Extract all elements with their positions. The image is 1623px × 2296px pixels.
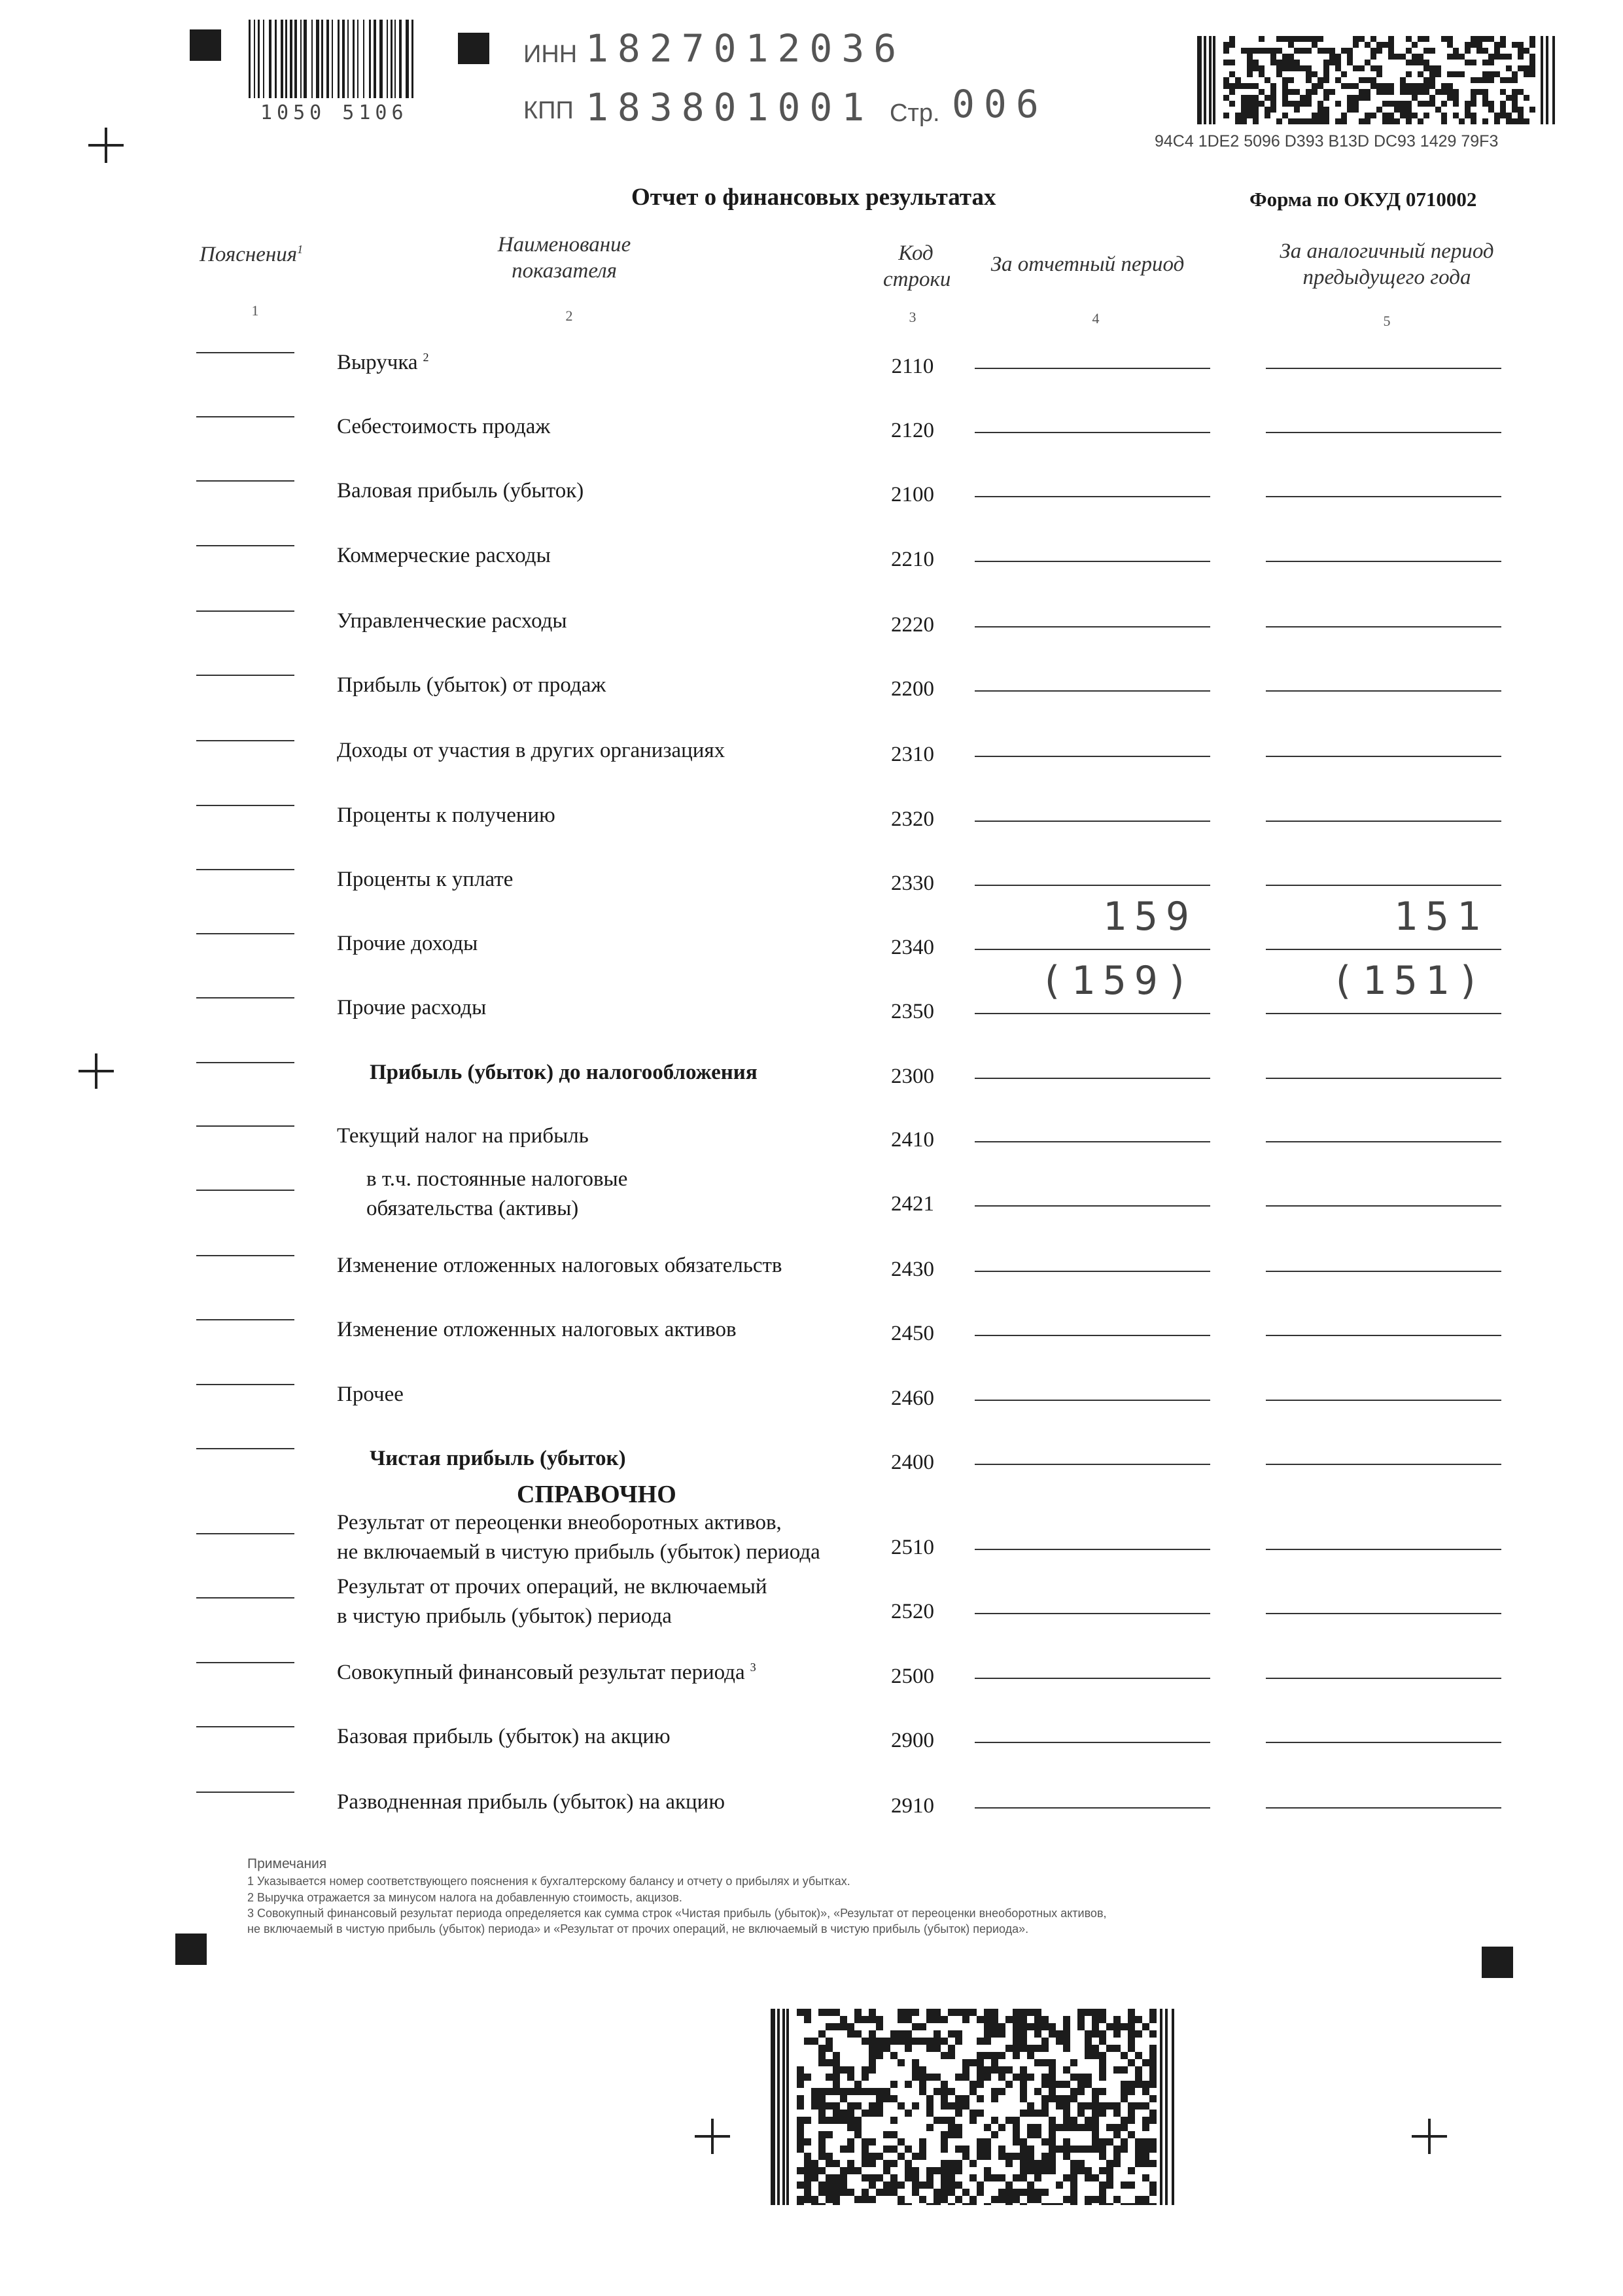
- inn-value: 1827012036: [585, 26, 906, 71]
- previous-period-field-line: [1266, 949, 1501, 950]
- col-number-5: 5: [1383, 313, 1391, 329]
- notes-cell-line: [196, 997, 294, 998]
- previous-period-field-line: [1266, 690, 1501, 692]
- row-name: [366, 1165, 627, 1223]
- current-period-field-line: [975, 368, 1210, 369]
- row-code: 2120: [891, 419, 934, 442]
- row-name: [337, 1722, 671, 1752]
- row-name: [337, 736, 725, 766]
- previous-period-field-line: [1266, 1742, 1501, 1743]
- pdf417-barcode-bottom: [771, 2009, 1176, 2205]
- row-name-text: Проценты к получению: [337, 804, 555, 827]
- form-code: Форма по ОКУД 0710002: [1249, 188, 1477, 211]
- col-number-1: 1: [251, 302, 259, 319]
- current-period-field-line: [975, 1742, 1210, 1743]
- row-name: [337, 929, 478, 959]
- previous-period-field-line: [1266, 1271, 1501, 1272]
- row-name-text: Коммерческие расходы: [337, 544, 551, 567]
- row-code: 2110: [891, 355, 934, 378]
- inn-label: ИНН: [523, 41, 578, 68]
- row-code: 2460: [891, 1386, 934, 1410]
- current-period-field-line: [975, 1271, 1210, 1272]
- col-number-3: 3: [909, 309, 916, 325]
- current-period-field-line: [975, 432, 1210, 433]
- row-name: [337, 348, 429, 378]
- footnote-1: 1 Указывается номер соответствующего пояснения к бухгалтерскому балансу и отчету о прибылях и убытках.: [247, 1875, 850, 1888]
- current-period-field-line: [975, 626, 1210, 627]
- previous-period-field-line: [1266, 1464, 1501, 1465]
- registration-cross-bottom-right: [1412, 2119, 1447, 2154]
- notes-cell-line: [196, 1662, 294, 1663]
- row-name: [370, 1444, 626, 1474]
- current-period-value: (159): [1039, 958, 1197, 1004]
- current-period-field-line: [975, 1549, 1210, 1550]
- previous-period-field-line: [1266, 1013, 1501, 1014]
- row-name-line2: в чистую прибыль (убыток) периода: [337, 1604, 672, 1628]
- notes-cell-line: [196, 1384, 294, 1385]
- notes-cell-line: [196, 1533, 294, 1534]
- row-name: [337, 1122, 589, 1151]
- alignment-mark-top-left: [190, 29, 221, 61]
- row-code: 2500: [891, 1665, 934, 1688]
- previous-period-field-line: [1266, 561, 1501, 562]
- notes-cell-line: [196, 352, 294, 353]
- previous-period-field-line: [1266, 1141, 1501, 1142]
- row-name-text: Разводненная прибыль (убыток) на акцию: [337, 1790, 725, 1814]
- row-name-text: Выручка: [337, 351, 418, 374]
- current-period-field-line: [975, 1464, 1210, 1465]
- reference-heading: СПРАВОЧНО: [517, 1481, 676, 1508]
- row-code: 2410: [891, 1128, 934, 1152]
- row-name-text: Изменение отложенных налоговых активов: [337, 1318, 737, 1341]
- current-period-field-line: [975, 561, 1210, 562]
- previous-period-field-line: [1266, 1613, 1501, 1614]
- row-name-text: Валовая прибыль (убыток): [337, 479, 584, 503]
- row-name-text: Прибыль (убыток) до налогообложения: [370, 1061, 758, 1084]
- row-name-text: Прибыль (убыток) от продаж: [337, 673, 606, 697]
- row-name: [337, 476, 584, 506]
- footnotes-heading: Примечания: [247, 1856, 327, 1871]
- previous-period-field-line: [1266, 1678, 1501, 1679]
- alignment-mark-top-center: [458, 33, 489, 64]
- current-period-field-line: [975, 949, 1210, 950]
- row-name: [337, 541, 551, 571]
- current-period-field-line: [975, 885, 1210, 886]
- row-code: 2300: [891, 1065, 934, 1088]
- row-code: 2900: [891, 1729, 934, 1752]
- registration-cross-middle-left: [79, 1053, 114, 1089]
- footnote-3b: не включаемый в чистую прибыль (убыток) периода» и «Результат от прочих операций, не включаемый в чистую прибыль (убыток) периода».: [247, 1922, 1029, 1936]
- previous-period-field-line: [1266, 885, 1501, 886]
- row-name-text: Себестоимость продаж: [337, 415, 551, 438]
- previous-period-value: (151): [1331, 958, 1488, 1004]
- row-code: 2340: [891, 936, 934, 959]
- row-name-text: Чистая прибыль (убыток): [370, 1447, 626, 1470]
- previous-period-field-line: [1266, 626, 1501, 627]
- row-code: 2430: [891, 1258, 934, 1281]
- current-period-field-line: [975, 1078, 1210, 1079]
- current-period-field-line: [975, 1807, 1210, 1809]
- pdf417-barcode-top: [1197, 36, 1557, 124]
- col-number-4: 4: [1092, 310, 1100, 327]
- current-period-field-line: [975, 821, 1210, 822]
- previous-period-field-line: [1266, 432, 1501, 433]
- row-code: 2421: [891, 1192, 934, 1216]
- previous-period-field-line: [1266, 756, 1501, 757]
- row-name-line1: Результат от переоценки внеоборотных активов,: [337, 1511, 782, 1534]
- current-period-field-line: [975, 1013, 1210, 1014]
- col-header-notes: Пояснения$^1$: [200, 243, 304, 266]
- row-name-text: Текущий налог на прибыль: [337, 1124, 589, 1148]
- col-header-code: Код строки: [883, 241, 951, 291]
- notes-cell-line: [196, 1062, 294, 1063]
- notes-cell-line: [196, 740, 294, 741]
- row-name-text: Управленческие расходы: [337, 609, 567, 633]
- row-code: 2210: [891, 548, 934, 571]
- current-period-field-line: [975, 1205, 1210, 1207]
- notes-cell-line: [196, 610, 294, 612]
- row-name-text: Прочие доходы: [337, 932, 478, 955]
- notes-cell-line: [196, 1319, 294, 1320]
- previous-period-field-line: [1266, 1549, 1501, 1550]
- row-code: 2330: [891, 872, 934, 895]
- row-name: [337, 801, 555, 830]
- row-code: 2100: [891, 483, 934, 506]
- current-period-field-line: [975, 756, 1210, 757]
- col-number-2: 2: [565, 308, 573, 324]
- row-name-line2: обязательства (активы): [366, 1196, 579, 1220]
- notes-cell-line: [196, 1190, 294, 1191]
- footnote-2: 2 Выручка отражается за минусом налога на добавленную стоимость, акцизов.: [247, 1890, 682, 1904]
- row-name: [337, 412, 550, 442]
- registration-cross-top-left: [88, 128, 124, 163]
- notes-cell-line: [196, 1255, 294, 1256]
- previous-period-field-line: [1266, 368, 1501, 369]
- row-name: [337, 1658, 756, 1687]
- alignment-mark-bottom-right: [1482, 1947, 1513, 1978]
- notes-cell-line: [196, 1597, 294, 1598]
- footnote-3a: 3 Совокупный финансовый результат периода определяется как сумма строк «Чистая прибыль (убыток)», «Результат от переоценки внеоборотных активов,: [247, 1906, 1107, 1920]
- row-code: 2220: [891, 613, 934, 637]
- row-code: 2450: [891, 1322, 934, 1345]
- current-period-field-line: [975, 496, 1210, 497]
- row-code: 2910: [891, 1794, 934, 1818]
- current-period-field-line: [975, 1678, 1210, 1679]
- row-name: [337, 1788, 725, 1817]
- kpp-value: 183801001: [585, 85, 874, 130]
- row-code: 2200: [891, 677, 934, 701]
- footnotes: [247, 1855, 1425, 1937]
- row-code: 2400: [891, 1451, 934, 1474]
- row-name: [337, 671, 606, 700]
- previous-period-field-line: [1266, 496, 1501, 497]
- current-period-field-line: [975, 1400, 1210, 1401]
- previous-period-field-line: [1266, 1078, 1501, 1079]
- row-name: [337, 1572, 767, 1631]
- current-period-field-line: [975, 690, 1210, 692]
- notes-cell-line: [196, 805, 294, 806]
- notes-cell-line: [196, 1448, 294, 1449]
- row-name: [370, 1058, 758, 1087]
- previous-period-field-line: [1266, 1205, 1501, 1207]
- row-name-line1: Результат от прочих операций, не включаемый: [337, 1575, 767, 1598]
- row-name: [337, 865, 513, 894]
- previous-period-field-line: [1266, 1335, 1501, 1336]
- col-header-previous: За аналогичный период предыдущего года: [1280, 239, 1494, 289]
- registration-cross-bottom-center: [695, 2119, 730, 2154]
- previous-period-field-line: [1266, 1400, 1501, 1401]
- row-code: 2310: [891, 743, 934, 766]
- barcode-number: 1050 5106: [260, 101, 408, 124]
- page-value: 006: [952, 82, 1048, 126]
- previous-period-field-line: [1266, 821, 1501, 822]
- kpp-label: КПП: [523, 97, 574, 124]
- notes-cell-line: [196, 869, 294, 870]
- notes-cell-line: [196, 416, 294, 417]
- current-period-value: 159: [1102, 894, 1197, 940]
- page-label: Стр.: [890, 99, 940, 127]
- row-name-text: Изменение отложенных налоговых обязательств: [337, 1254, 782, 1277]
- notes-cell-line: [196, 1726, 294, 1727]
- current-period-field-line: [975, 1141, 1210, 1142]
- row-name-line1: в т.ч. постоянные налоговые: [366, 1167, 628, 1191]
- footnote-ref: 3: [750, 1661, 756, 1674]
- row-name-text: Совокупный финансовый результат периода: [337, 1661, 745, 1684]
- row-code: 2350: [891, 1000, 934, 1023]
- report-title: Отчет о финансовых результатах: [631, 184, 996, 211]
- col-header-name: Наименование показателя: [497, 233, 631, 283]
- row-name: [337, 993, 486, 1023]
- notes-cell-line: [196, 675, 294, 676]
- row-name: [337, 1380, 404, 1409]
- row-name-text: Прочие расходы: [337, 996, 487, 1019]
- row-name: [337, 1508, 820, 1566]
- alignment-mark-bottom-left: [175, 1934, 207, 1965]
- previous-period-value: 151: [1393, 894, 1488, 940]
- row-name-text: Базовая прибыль (убыток) на акцию: [337, 1725, 671, 1748]
- notes-cell-line: [196, 1125, 294, 1127]
- footnote-ref: 2: [423, 351, 429, 364]
- row-name-text: Проценты к уплате: [337, 868, 514, 891]
- linear-barcode: [249, 20, 419, 101]
- row-name: [337, 1315, 737, 1345]
- notes-cell-line: [196, 545, 294, 546]
- row-name: [337, 607, 567, 636]
- col-header-current: За отчетный период: [990, 253, 1185, 276]
- notes-cell-line: [196, 480, 294, 482]
- row-name-text: Прочее: [337, 1383, 404, 1406]
- notes-cell-line: [196, 933, 294, 934]
- row-name-line2: не включаемый в чистую прибыль (убыток) периода: [337, 1540, 820, 1564]
- current-period-field-line: [975, 1335, 1210, 1336]
- row-code: 2510: [891, 1536, 934, 1559]
- previous-period-field-line: [1266, 1807, 1501, 1809]
- hash-code: 94C4 1DE2 5096 D393 B13D DC93 1429 79F3: [1155, 132, 1499, 150]
- notes-cell-line: [196, 1792, 294, 1793]
- row-name: [337, 1251, 782, 1280]
- current-period-field-line: [975, 1613, 1210, 1614]
- row-code: 2520: [891, 1600, 934, 1623]
- row-code: 2320: [891, 807, 934, 831]
- row-name-text: Доходы от участия в других организациях: [337, 739, 725, 762]
